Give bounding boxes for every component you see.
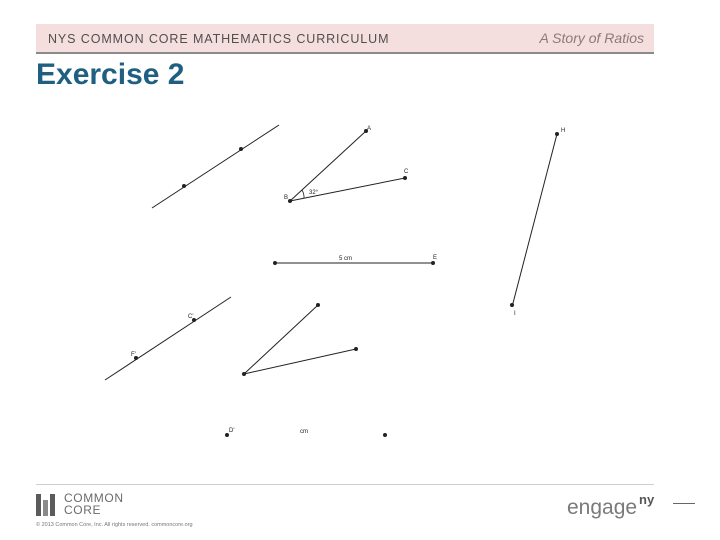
point-image-lower <box>354 347 358 351</box>
point-e <box>431 261 435 265</box>
point-i <box>510 303 514 307</box>
line-top-left <box>152 125 279 208</box>
ny-word: ny <box>639 492 655 507</box>
point-b <box>288 199 292 203</box>
logo-line-core: CORE <box>64 503 102 517</box>
label-f-prime: F' <box>131 352 136 358</box>
series-title: A Story of Ratios <box>539 30 644 46</box>
common-core-logo-icon <box>36 494 58 516</box>
ray-image-lower <box>244 349 356 374</box>
logo-line-common: COMMON <box>64 491 124 505</box>
point-line1-a <box>182 184 186 188</box>
engage-word: engage <box>567 496 638 519</box>
copyright-text: © 2013 Common Core, Inc. All rights reserved. commoncore.org <box>36 522 193 528</box>
label-e: E <box>433 255 438 261</box>
label-a: A <box>367 126 372 132</box>
page-title: Exercise 2 <box>36 58 185 91</box>
curriculum-title: NYS COMMON CORE MATHEMATICS CURRICULUM <box>48 32 390 46</box>
label-b: B <box>284 195 289 201</box>
engage-ny-logo <box>567 492 657 522</box>
common-core-logo <box>36 492 146 518</box>
label-angle: 32° <box>309 190 319 196</box>
segment-hi <box>512 134 557 307</box>
label-d-prime: D' <box>229 428 235 434</box>
point-image-upper <box>316 303 320 307</box>
ray-bc <box>290 178 405 201</box>
line-bottom-left <box>105 297 231 380</box>
point-c <box>403 176 407 180</box>
point-image-vertex <box>242 372 246 376</box>
common-core-logo-text <box>64 492 124 516</box>
label-c: C <box>404 169 409 175</box>
point-segment-left <box>273 261 277 265</box>
label-unit: cm <box>300 429 308 435</box>
label-c-prime: C' <box>188 314 194 320</box>
ray-image-upper <box>244 305 318 374</box>
label-i: I <box>514 311 516 317</box>
angle-arc <box>302 190 304 198</box>
point-h <box>555 132 559 136</box>
label-length: 5 cm <box>339 256 353 262</box>
footer-dash <box>673 503 695 504</box>
footer-divider <box>36 484 654 485</box>
point-line1-b <box>239 147 243 151</box>
label-h: H <box>561 128 566 134</box>
ray-ba <box>290 131 366 201</box>
point-bottom-right <box>383 433 387 437</box>
